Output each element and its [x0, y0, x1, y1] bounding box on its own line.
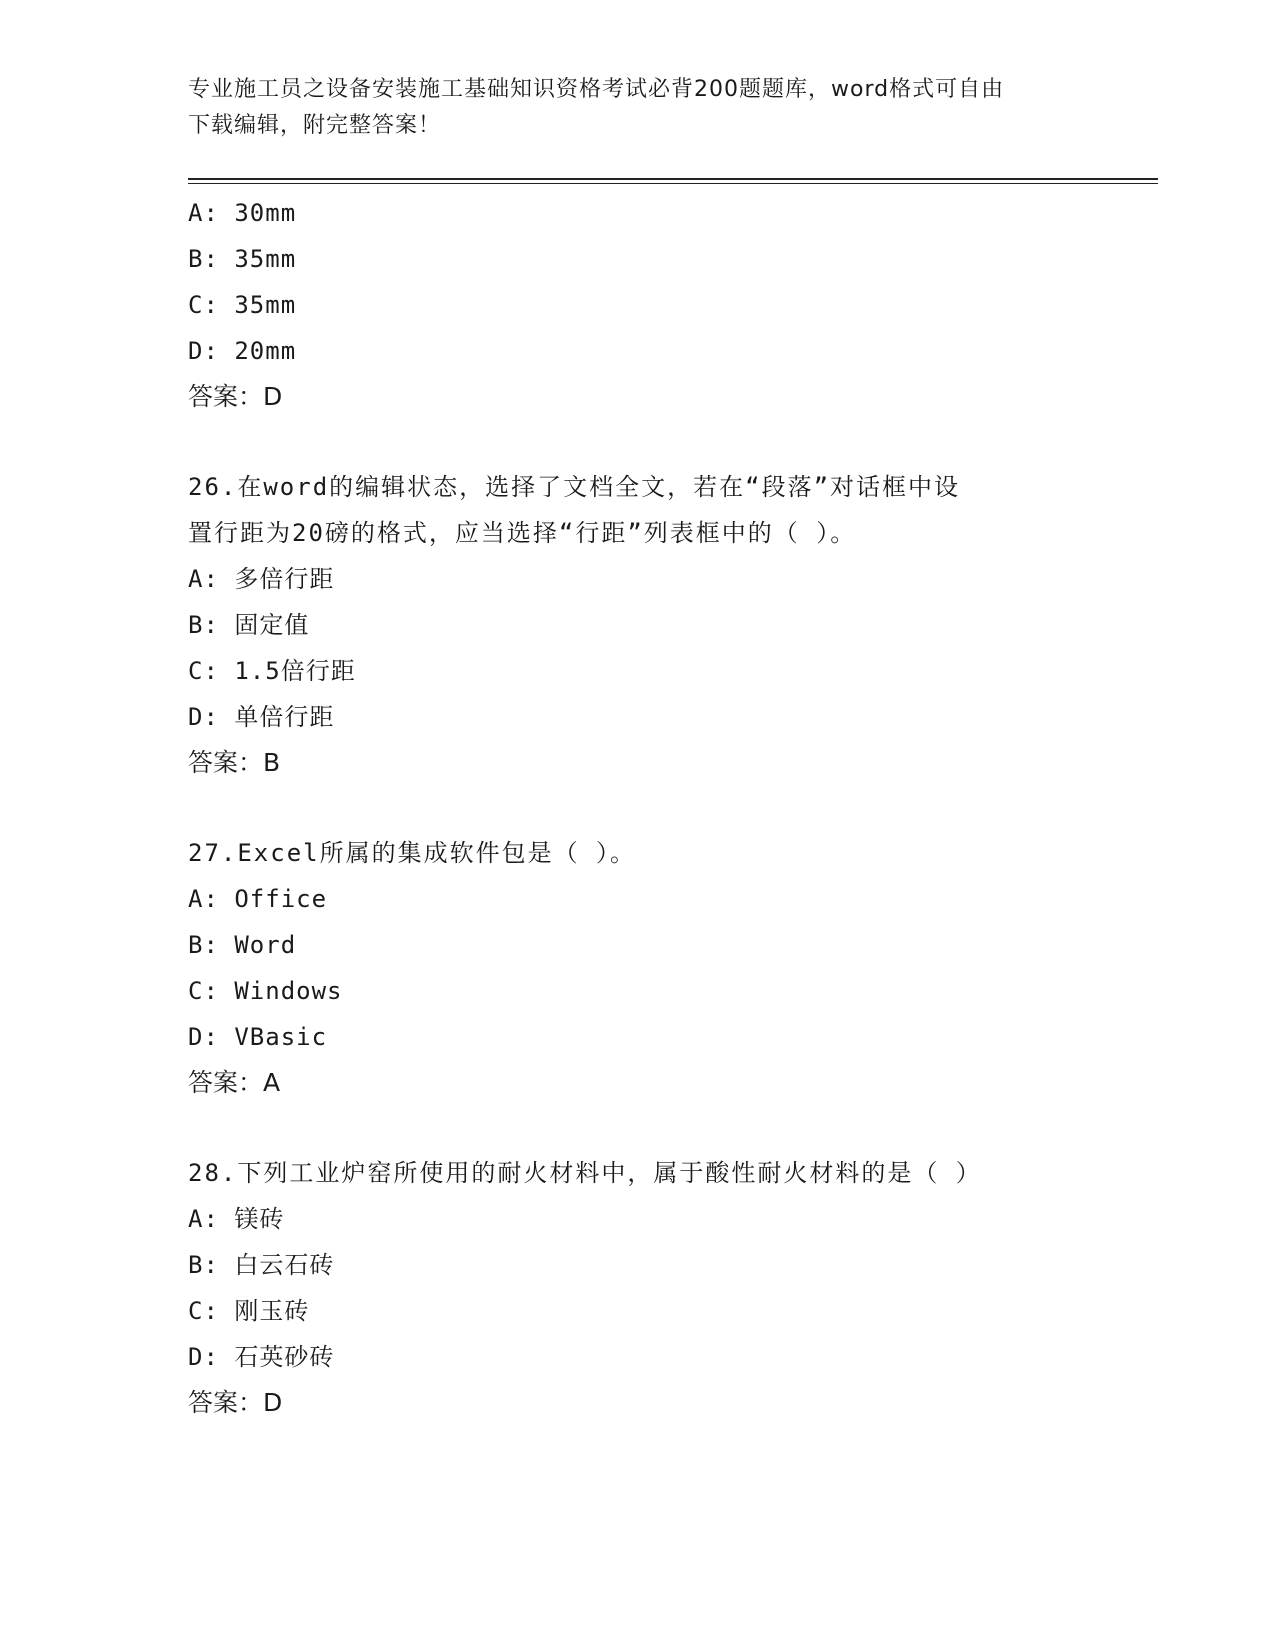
option-d: D: VBasic: [188, 1023, 328, 1051]
answer: 答案：A: [188, 1068, 281, 1097]
option-a: A: Office: [188, 885, 328, 913]
option-a: A: 30mm: [188, 199, 297, 227]
option-c: C: 35mm: [188, 291, 297, 319]
answer: 答案：D: [188, 1388, 283, 1417]
option-d: D: 20mm: [188, 337, 297, 365]
option-a: A: 镁砖: [188, 1205, 285, 1233]
question-text: 28.下列工业炉窑所使用的耐火材料中，属于酸性耐火材料的是（ ）: [188, 1159, 982, 1187]
option-c: C: 刚玉砖: [188, 1297, 310, 1325]
header-divider: [188, 178, 1158, 184]
answer: 答案：D: [188, 382, 283, 411]
option-b: B: 35mm: [188, 245, 297, 273]
document-body: [188, 190, 1088, 1426]
option-d: D: 石英砂砖: [188, 1343, 335, 1371]
question-28: [188, 1150, 1088, 1426]
question-26: [188, 464, 1088, 786]
page-header: [188, 72, 1088, 144]
header-title-line-2: 下载编辑，附完整答案！: [188, 113, 442, 138]
question-27: [188, 830, 1088, 1106]
question-text-line-2: 置行距为20磅的格式，应当选择“行距”列表框中的（ ）。: [188, 519, 857, 547]
question-text: 27.Excel所属的集成软件包是（ ）。: [188, 839, 637, 867]
option-b: B: 固定值: [188, 611, 310, 639]
answer: 答案：B: [188, 748, 281, 777]
header-title-line-1: 专业施工员之设备安装施工基础知识资格考试必背200题题库，word格式可自由: [188, 77, 1005, 102]
option-a: A: 多倍行距: [188, 565, 335, 593]
option-d: D: 单倍行距: [188, 703, 335, 731]
option-b: B: Word: [188, 931, 297, 959]
option-b: B: 白云石砖: [188, 1251, 335, 1279]
question-25: [188, 190, 1088, 420]
option-c: C: Windows: [188, 977, 343, 1005]
option-c: C: 1.5倍行距: [188, 657, 356, 685]
question-text-line-1: 26.在word的编辑状态，选择了文档全文，若在“段落”对话框中设: [188, 473, 961, 501]
